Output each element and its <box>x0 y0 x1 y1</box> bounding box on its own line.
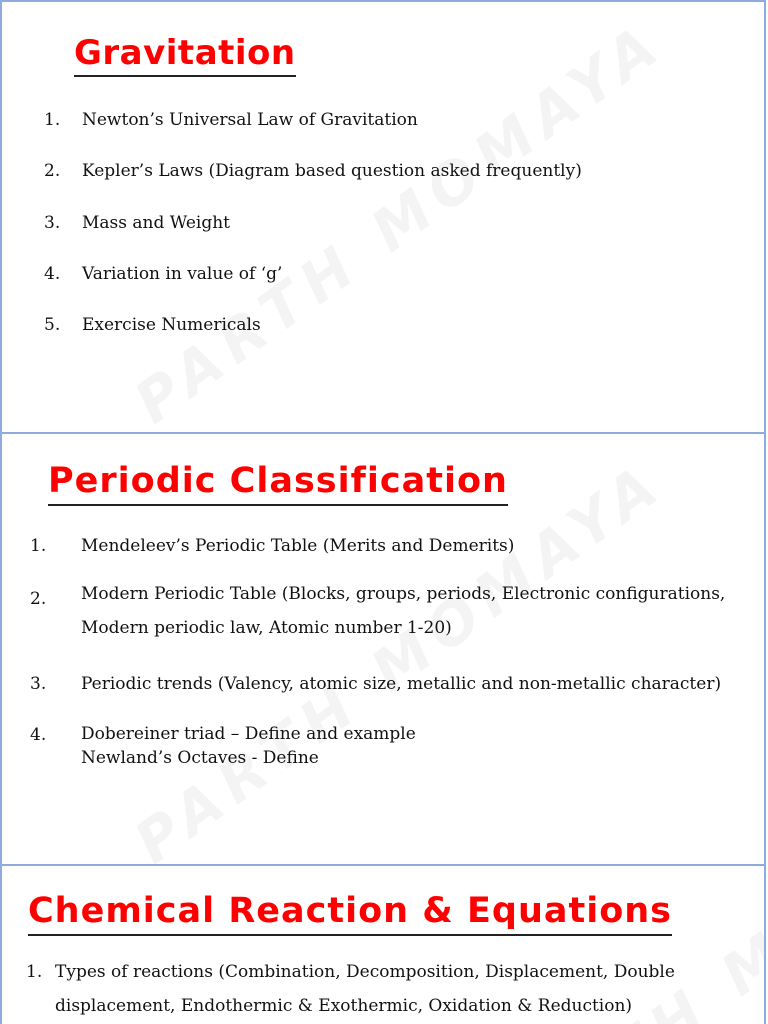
list-item-number: 2. <box>30 589 47 609</box>
list-item: Variation in value of ‘g’ <box>82 264 283 284</box>
list-item-number: 5. <box>44 315 61 335</box>
periodic-classification-slide <box>0 432 766 866</box>
chemical-reaction-title: Chemical Reaction & Equations <box>28 894 672 936</box>
gravitation-slide <box>0 0 766 434</box>
list-item-line: Types of reactions (Combination, Decomposition, Displacement, Double <box>55 962 675 982</box>
list-item-number: 1. <box>30 536 47 556</box>
list-item-line: Modern Periodic Table (Blocks, groups, periods, Electronic configurations, <box>81 584 726 604</box>
list-item-line: displacement, Endothermic & Exothermic, Oxidation & Reduction) <box>55 996 633 1016</box>
list-item-number: 3. <box>30 674 47 694</box>
list-item-number: 4. <box>44 264 61 284</box>
list-item-line: Newland’s Octaves - Define <box>81 748 319 768</box>
list-item: Mass and Weight <box>82 213 231 233</box>
list-item-number: 3. <box>44 213 61 233</box>
list-item-number: 4. <box>30 725 47 745</box>
list-item <box>81 722 416 770</box>
periodic-classification-title: Periodic Classification <box>48 464 508 506</box>
list-item <box>55 955 675 1023</box>
chemical-reaction-slide <box>0 864 766 1024</box>
list-item-number: 1. <box>26 962 43 982</box>
list-item <box>81 577 725 645</box>
list-item: Newton’s Universal Law of Gravitation <box>82 110 418 130</box>
list-item-number: 1. <box>44 110 61 130</box>
list-item: Periodic trends (Valency, atomic size, metallic and non-metallic character) <box>81 674 722 694</box>
list-item-number: 2. <box>44 161 61 181</box>
list-item-line: Dobereiner triad – Define and example <box>81 724 416 744</box>
watermark <box>122 448 677 866</box>
gravitation-title: Gravitation <box>74 36 296 77</box>
list-item-line: Modern periodic law, Atomic number 1-20) <box>81 618 452 638</box>
list-item: Mendeleev’s Periodic Table (Merits and Demerits) <box>81 536 515 556</box>
list-item: Exercise Numericals <box>82 315 261 335</box>
list-item: Kepler’s Laws (Diagram based question asked frequently) <box>82 161 582 181</box>
